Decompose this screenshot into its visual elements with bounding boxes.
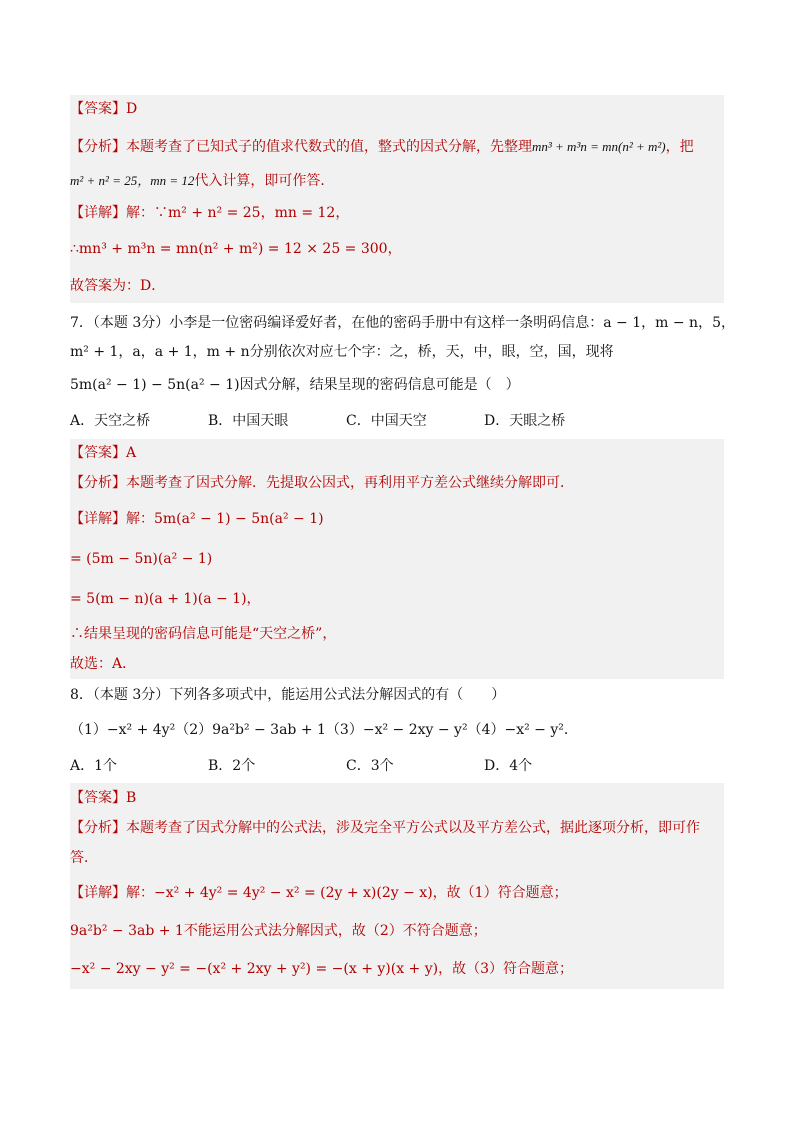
- detail-tag: 【详解】: [70, 205, 126, 221]
- detail-text: 9a²b² − 3ab + 1不能运用公式法分解因式，故（2）不符合题意；: [70, 923, 487, 939]
- detail-text: 解：−x² + 4y² = 4y² − x² = (2y + x)(2y − x)，故（1）符合题意；: [126, 885, 568, 901]
- answer-value: D: [126, 101, 138, 117]
- q6-detail-line-2: [70, 229, 724, 269]
- answer-value: A: [126, 445, 137, 461]
- detail-text: 解：∵m² + n² = 25，mn = 12，: [126, 205, 350, 221]
- q8-stem: [70, 679, 724, 783]
- q7-answer-line: [70, 439, 724, 467]
- conclusion-text: 故选：A．: [70, 656, 137, 672]
- q8-stem-line-1: 8．（本题 3分）下列各多项式中，能运用公式法分解因式的有（ ）: [70, 687, 506, 703]
- q7-conclusion: [70, 649, 724, 679]
- q7-detail-line-1: [70, 499, 724, 539]
- q8-options: [70, 749, 724, 783]
- detail-text: ∴结果呈现的密码信息可能是“天空之桥”，: [70, 626, 337, 642]
- detail-tag: 【详解】: [70, 511, 126, 527]
- detail-text: −x² − 2xy − y² = −(x² + 2xy + y²) = −(x + y)(x + y)，故（3）符合题意；: [70, 961, 574, 977]
- analysis-text: 本题考查了因式分解中的公式法，涉及完全平方公式以及平方差公式，据此逐项分析，即可作: [126, 820, 700, 836]
- analysis-tag: 【分析】: [70, 475, 126, 491]
- detail-text: ∴mn³ + m³n = mn(n² + m²) = 12 × 25 = 300，: [70, 241, 402, 257]
- q8-stem-line-2: （1）−x² + 4y²（2）9a²b² − 3ab + 1（3）−x² − 2xy − y²（4）−x² − y²．: [70, 722, 578, 738]
- q7-solution-block: [70, 439, 724, 679]
- analysis-tag: 【分析】: [70, 820, 126, 836]
- option-a: A．天空之桥: [70, 413, 151, 429]
- answer-tag: 【答案】: [70, 445, 126, 461]
- q6-detail-line-1: [70, 197, 724, 229]
- q6-conclusion: [70, 269, 724, 303]
- analysis-text: 答．: [70, 850, 98, 866]
- analysis-text-end: ，把: [665, 139, 694, 155]
- q7-analysis-line: [70, 467, 724, 499]
- q7-stem-line-1: 7．（本题 3分）小李是一位密码编译爱好者，在他的密码手册中有这样一条明码信息：a − 1，m − n，5，: [70, 315, 735, 331]
- detail-text: = 5(m − n)(a + 1)(a − 1)，: [70, 591, 261, 607]
- q8-answer-line: [70, 783, 724, 813]
- q7-options: [70, 403, 724, 439]
- q7-detail-line-3: [70, 579, 724, 619]
- q7-detail-line-2: [70, 539, 724, 579]
- analysis-text: 本题考查了已知式子的值求代数式的值，整式的因式分解，先整理: [126, 139, 532, 155]
- q7-stem: [70, 309, 735, 439]
- q6-solution-block: [70, 95, 724, 303]
- detail-text: 解：5m(a² − 1) − 5n(a² − 1): [126, 511, 324, 527]
- q7-detail-line-4: [70, 619, 724, 649]
- analysis-tag: 【分析】: [70, 139, 126, 155]
- q8-solution-block: [70, 783, 724, 989]
- option-c: C．3个: [346, 758, 394, 774]
- q7-stem-line-2: m² + 1，a，a + 1，m + n分别依次对应七个字：之，桥，天，中，眼，空，国，现将: [70, 344, 614, 360]
- q8-detail-line-2: [70, 913, 724, 949]
- analysis-text: 代入计算，即可作答．: [194, 173, 335, 189]
- detail-text: = (5m − 5n)(a² − 1): [70, 551, 213, 567]
- analysis-text: 本题考查了因式分解．先提取公因式，再利用平方差公式继续分解即可．: [126, 475, 574, 491]
- option-d: D．4个: [484, 758, 533, 774]
- analysis-math: mn³ + m³n = mn(n² + m²): [532, 139, 666, 154]
- document-page: [70, 95, 735, 989]
- q8-analysis-line-2: [70, 843, 724, 873]
- option-b: B．中国天眼: [208, 413, 289, 429]
- q8-detail-line-1: [70, 873, 724, 913]
- analysis-math: m² + n² = 25，mn = 12: [70, 173, 195, 188]
- q6-answer-line: [70, 99, 724, 129]
- answer-value: B: [126, 790, 137, 806]
- conclusion-text: 故答案为：D．: [70, 278, 166, 294]
- option-d: D．天眼之桥: [484, 413, 566, 429]
- q8-analysis-line-1: [70, 813, 724, 843]
- detail-tag: 【详解】: [70, 885, 126, 901]
- option-c: C．中国天空: [346, 413, 427, 429]
- q8-detail-line-3: [70, 949, 724, 989]
- option-b: B．2个: [208, 758, 256, 774]
- answer-tag: 【答案】: [70, 790, 126, 806]
- q7-stem-line-3: 5m(a² − 1) − 5n(a² − 1)因式分解，结果呈现的密码信息可能是（ ）: [70, 377, 520, 393]
- option-a: A．1个: [70, 758, 118, 774]
- q6-analysis-line-1: [70, 129, 724, 165]
- q6-analysis-line-2: [70, 165, 724, 197]
- answer-tag: 【答案】: [70, 101, 126, 117]
